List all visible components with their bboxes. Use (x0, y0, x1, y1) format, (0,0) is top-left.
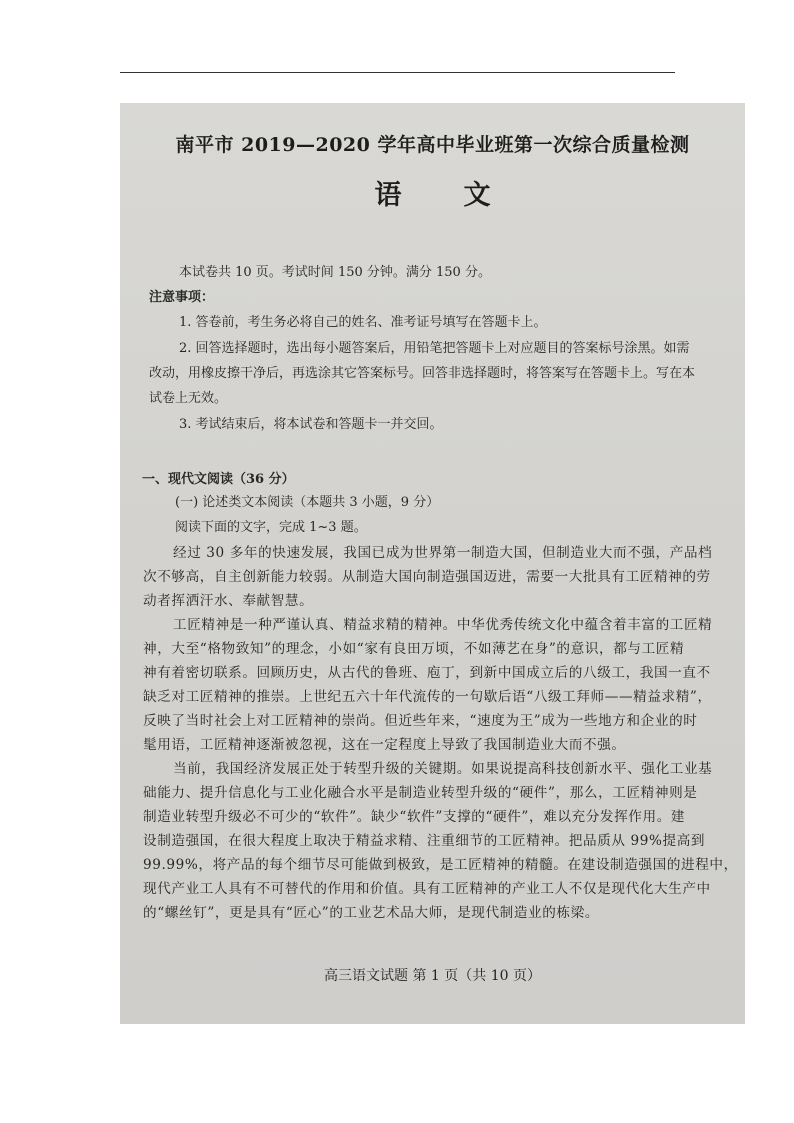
note-2-line-2: 改动，用橡皮擦干净后，再选涂其它答案标号。回答非选择题时，将答案写在答题卡上。写在本 (149, 366, 696, 381)
passage-line: 反映了当时社会上对工匠精神的崇尚。但近些年来，“速度为王”成为一些地方和企业的时 (143, 713, 698, 729)
exam-title: 南平市 2019—2020 学年高中毕业班第一次综合质量检测 (175, 134, 690, 156)
section-1-instruction: 阅读下面的文字，完成 1~3 题。 (175, 520, 367, 535)
notes-heading: 注意事项： (149, 290, 215, 305)
passage-line: 现代产业工人具有不可替代的作用和价值。具有工匠精神的产业工人不仅是现代化大生产中 (143, 881, 711, 897)
passage-line: 础能力、提升信息化与工业化融合水平是制造业转型升级的“硬件”，那么，工匠精神则是 (143, 785, 698, 801)
subject-title: 语文 (374, 180, 553, 211)
passage-line: 次不够高，自主创新能力较弱。从制造大国向制造强国迈进，需要一大批具有工匠精神的劳 (143, 569, 711, 585)
page-footer: 高三语文试题 第 1 页（共 10 页） (324, 968, 541, 984)
passage-line: 动者挥洒汗水、奉献智慧。 (143, 593, 314, 609)
passage-line: 制造业转型升级必不可少的“软件”。缺少“软件”支撑的“硬件”，难以充分发挥作用。建 (143, 809, 686, 825)
exam-summary: 本试卷共 10 页。考试时间 150 分钟。满分 150 分。 (179, 265, 491, 280)
note-2-line-3: 试卷上无效。 (149, 391, 228, 406)
passage-line: 工匠精神是一种严谨认真、精益求精的精神。中华优秀传统文化中蕴含着丰富的工匠精 (173, 617, 713, 633)
exam-page (120, 103, 745, 1024)
note-3: 3. 考试结束后，将本试卷和答题卡一并交回。 (179, 417, 443, 432)
top-rule (120, 72, 675, 73)
passage-line: 髦用语，工匠精神逐渐被忽视，这在一定程度上导致了我国制造业大而不强。 (143, 737, 626, 753)
section-1-subheading: (一) 论述类文本阅读（本题共 3 小题，9 分） (175, 495, 440, 510)
note-1: 1. 答卷前，考生务必将自己的姓名、准考证号填写在答题卡上。 (179, 315, 547, 330)
note-2-line-1: 2. 回答选择题时，选出每小题答案后，用铅笔把答题卡上对应题目的答案标号涂黑。如需 (179, 341, 690, 356)
section-1-heading: 一、现代文阅读（36 分） (142, 472, 295, 487)
passage-line: 当前，我国经济发展正处于转型升级的关键期。如果说提高科技创新水平、强化工业基 (173, 761, 713, 777)
passage-line: 缺乏对工匠精神的推崇。上世纪五六十年代流传的一句歇后语“八级工拜师——精益求精”， (143, 689, 712, 705)
passage-line: 神，大至“格物致知”的理念，小如“家有良田万顷，不如薄艺在身”的意识，都与工匠精 (143, 641, 685, 657)
passage-line: 经过 30 多年的快速发展，我国已成为世界第一制造大国，但制造业大而不强，产品档 (173, 545, 713, 561)
passage-line: 神有着密切联系。回顾历史，从古代的鲁班、庖丁，到新中国成立后的八级工，我国一直不 (143, 665, 711, 681)
passage-line: 的“螺丝钉”，更是具有“匠心”的工业艺术品大师，是现代制造业的栋梁。 (143, 905, 600, 921)
passage-line: 设制造强国，在很大程度上取决于精益求精、注重细节的工匠精神。把品质从 99%提高到 (143, 833, 706, 849)
passage-line: 99.99%，将产品的每个细节尽可能做到极致，是工匠精神的精髓。在建设制造强国的进程中， (143, 857, 738, 873)
